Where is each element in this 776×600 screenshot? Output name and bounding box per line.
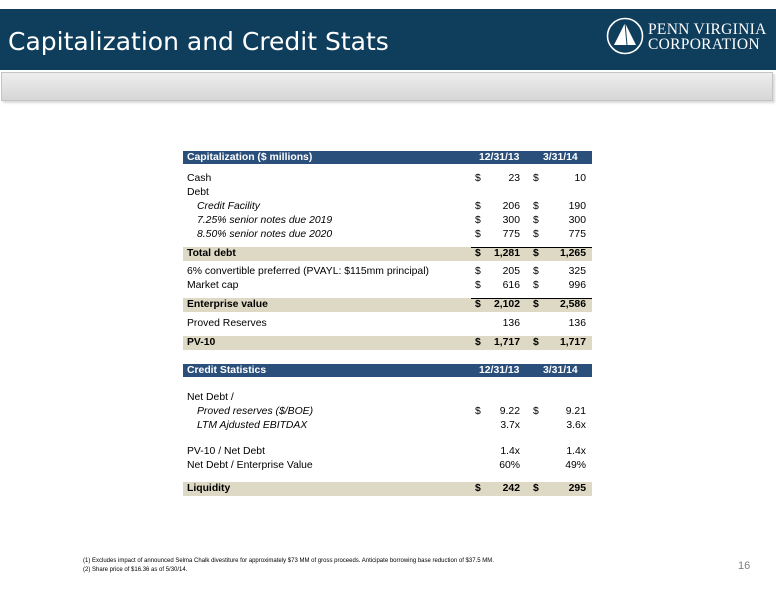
row-currency: $ [475,483,481,495]
row-currency: $ [475,214,481,226]
header-col-2: 3/31/14 [543,365,578,376]
table-header [183,364,592,377]
row-label: PV-10 [187,336,216,348]
row-value-2: 9.21 [565,405,586,417]
row-value-2: 996 [568,280,586,292]
row-value-1: 136 [502,318,520,330]
row-value-1: 300 [502,214,520,226]
row-currency: $ [475,200,481,212]
table-header [183,151,592,164]
row-value-2: 300 [568,214,586,226]
pv10-row [183,336,592,350]
row-label: Net Debt / [187,392,234,403]
row-currency: $ [475,299,481,311]
table-row [183,419,592,433]
row-currency: $ [475,173,481,184]
row-value-1: 206 [502,200,520,212]
row-label: 6% convertible preferred (PVAYL: $115mm principal) [187,266,429,278]
row-value-2: 325 [568,266,586,278]
row-value-1: 775 [502,228,520,240]
row-value-2: 49% [565,459,586,471]
row-currency: $ [533,214,539,226]
row-label: 8.50% senior notes due 2020 [197,228,333,240]
row-value-1: 23 [508,173,520,184]
table-row [183,265,592,279]
row-label: Liquidity [187,483,231,495]
row-label: Proved reserves ($/BOE) [197,405,314,417]
row-currency: $ [533,248,539,260]
logo-line-2: CORPORATION [648,36,760,53]
row-label: Cash [187,173,212,184]
row-currency: $ [533,405,539,417]
row-value-1: 2,102 [493,299,520,311]
company-logo [606,17,771,63]
table-row [183,214,592,228]
row-currency: $ [533,280,539,292]
header-col-1: 12/31/13 [479,152,520,163]
table-row [183,459,592,473]
row-label: Net Debt / Enterprise Value [187,459,313,471]
table-row [183,172,592,186]
total-debt-row [183,247,592,261]
table-row [183,200,592,214]
row-value-2: 136 [568,318,586,330]
subheader-bar [1,72,773,101]
row-label: 7.25% senior notes due 2019 [197,214,333,226]
table-row [183,186,592,200]
header-col-2: 3/31/14 [543,152,578,163]
row-currency: $ [533,228,539,240]
row-value-2: 2,586 [559,299,586,311]
header-label: Credit Statistics [187,365,267,376]
row-value-1: 1.4x [500,445,520,457]
row-label: Enterprise value [187,299,268,311]
row-value-1: 9.22 [499,405,520,417]
row-value-2: 190 [568,200,586,212]
row-currency: $ [533,336,539,348]
capitalization-table [183,151,592,350]
row-currency: $ [475,248,481,260]
row-currency: $ [533,483,539,495]
row-value-2: 295 [568,483,586,495]
row-value-2: 1,265 [559,248,586,260]
row-currency: $ [533,200,539,212]
row-label: Proved Reserves [187,318,267,330]
mountain-triangle-icon [606,17,644,55]
row-value-2: 3.6x [566,419,586,431]
row-currency: $ [533,266,539,278]
row-currency: $ [475,266,481,278]
footnote: (1) Excludes impact of announced Selma Chalk divestiture for approximately $73 MM of gross proceeds. Anticipate borrowing base reduction of $37.5 MM. [83,558,494,564]
row-value-1: 616 [502,280,520,292]
page-number: 16 [738,560,751,572]
footnote: (2) Share price of $16.36 as of 5/30/14. [83,567,188,573]
header-col-1: 12/31/13 [479,365,520,376]
logo-wordmark [648,22,767,52]
row-currency: $ [533,299,539,311]
footnotes [83,557,494,575]
row-currency: $ [475,336,481,348]
logo-line-1: PENN VIRGINIA [648,21,767,38]
table-row [183,405,592,419]
row-value-2: 1,717 [559,336,586,348]
row-value-1: 205 [502,266,520,278]
row-label: PV-10 / Net Debt [187,445,265,457]
table-row [183,317,592,331]
table-row [183,445,592,459]
row-value-1: 60% [499,459,520,471]
row-label: Debt [187,186,209,198]
slide-header [0,9,776,70]
row-currency: $ [475,228,481,240]
row-label: Total debt [187,248,236,260]
row-value-2: 1.4x [566,445,586,457]
slide-title: Capitalization and Credit Stats [8,27,389,56]
row-label: LTM Ajdusted EBITDAX [197,419,308,431]
enterprise-value-row [183,298,592,312]
row-currency: $ [475,405,481,417]
table-row [183,279,592,293]
row-value-1: 1,281 [493,248,520,260]
row-value-1: 242 [502,483,520,495]
row-value-2: 10 [574,173,586,184]
row-label: Market cap [187,280,239,292]
credit-statistics-table [183,364,592,496]
liquidity-row [183,482,592,496]
row-value-1: 1,717 [493,336,520,348]
table-row [183,391,592,405]
row-currency: $ [533,173,539,184]
header-label: Capitalization ($ millions) [187,152,313,163]
row-currency: $ [475,280,481,292]
table-row [183,228,592,242]
row-value-2: 775 [568,228,586,240]
row-label: Credit Facility [197,200,260,212]
row-value-1: 3.7x [500,419,520,431]
